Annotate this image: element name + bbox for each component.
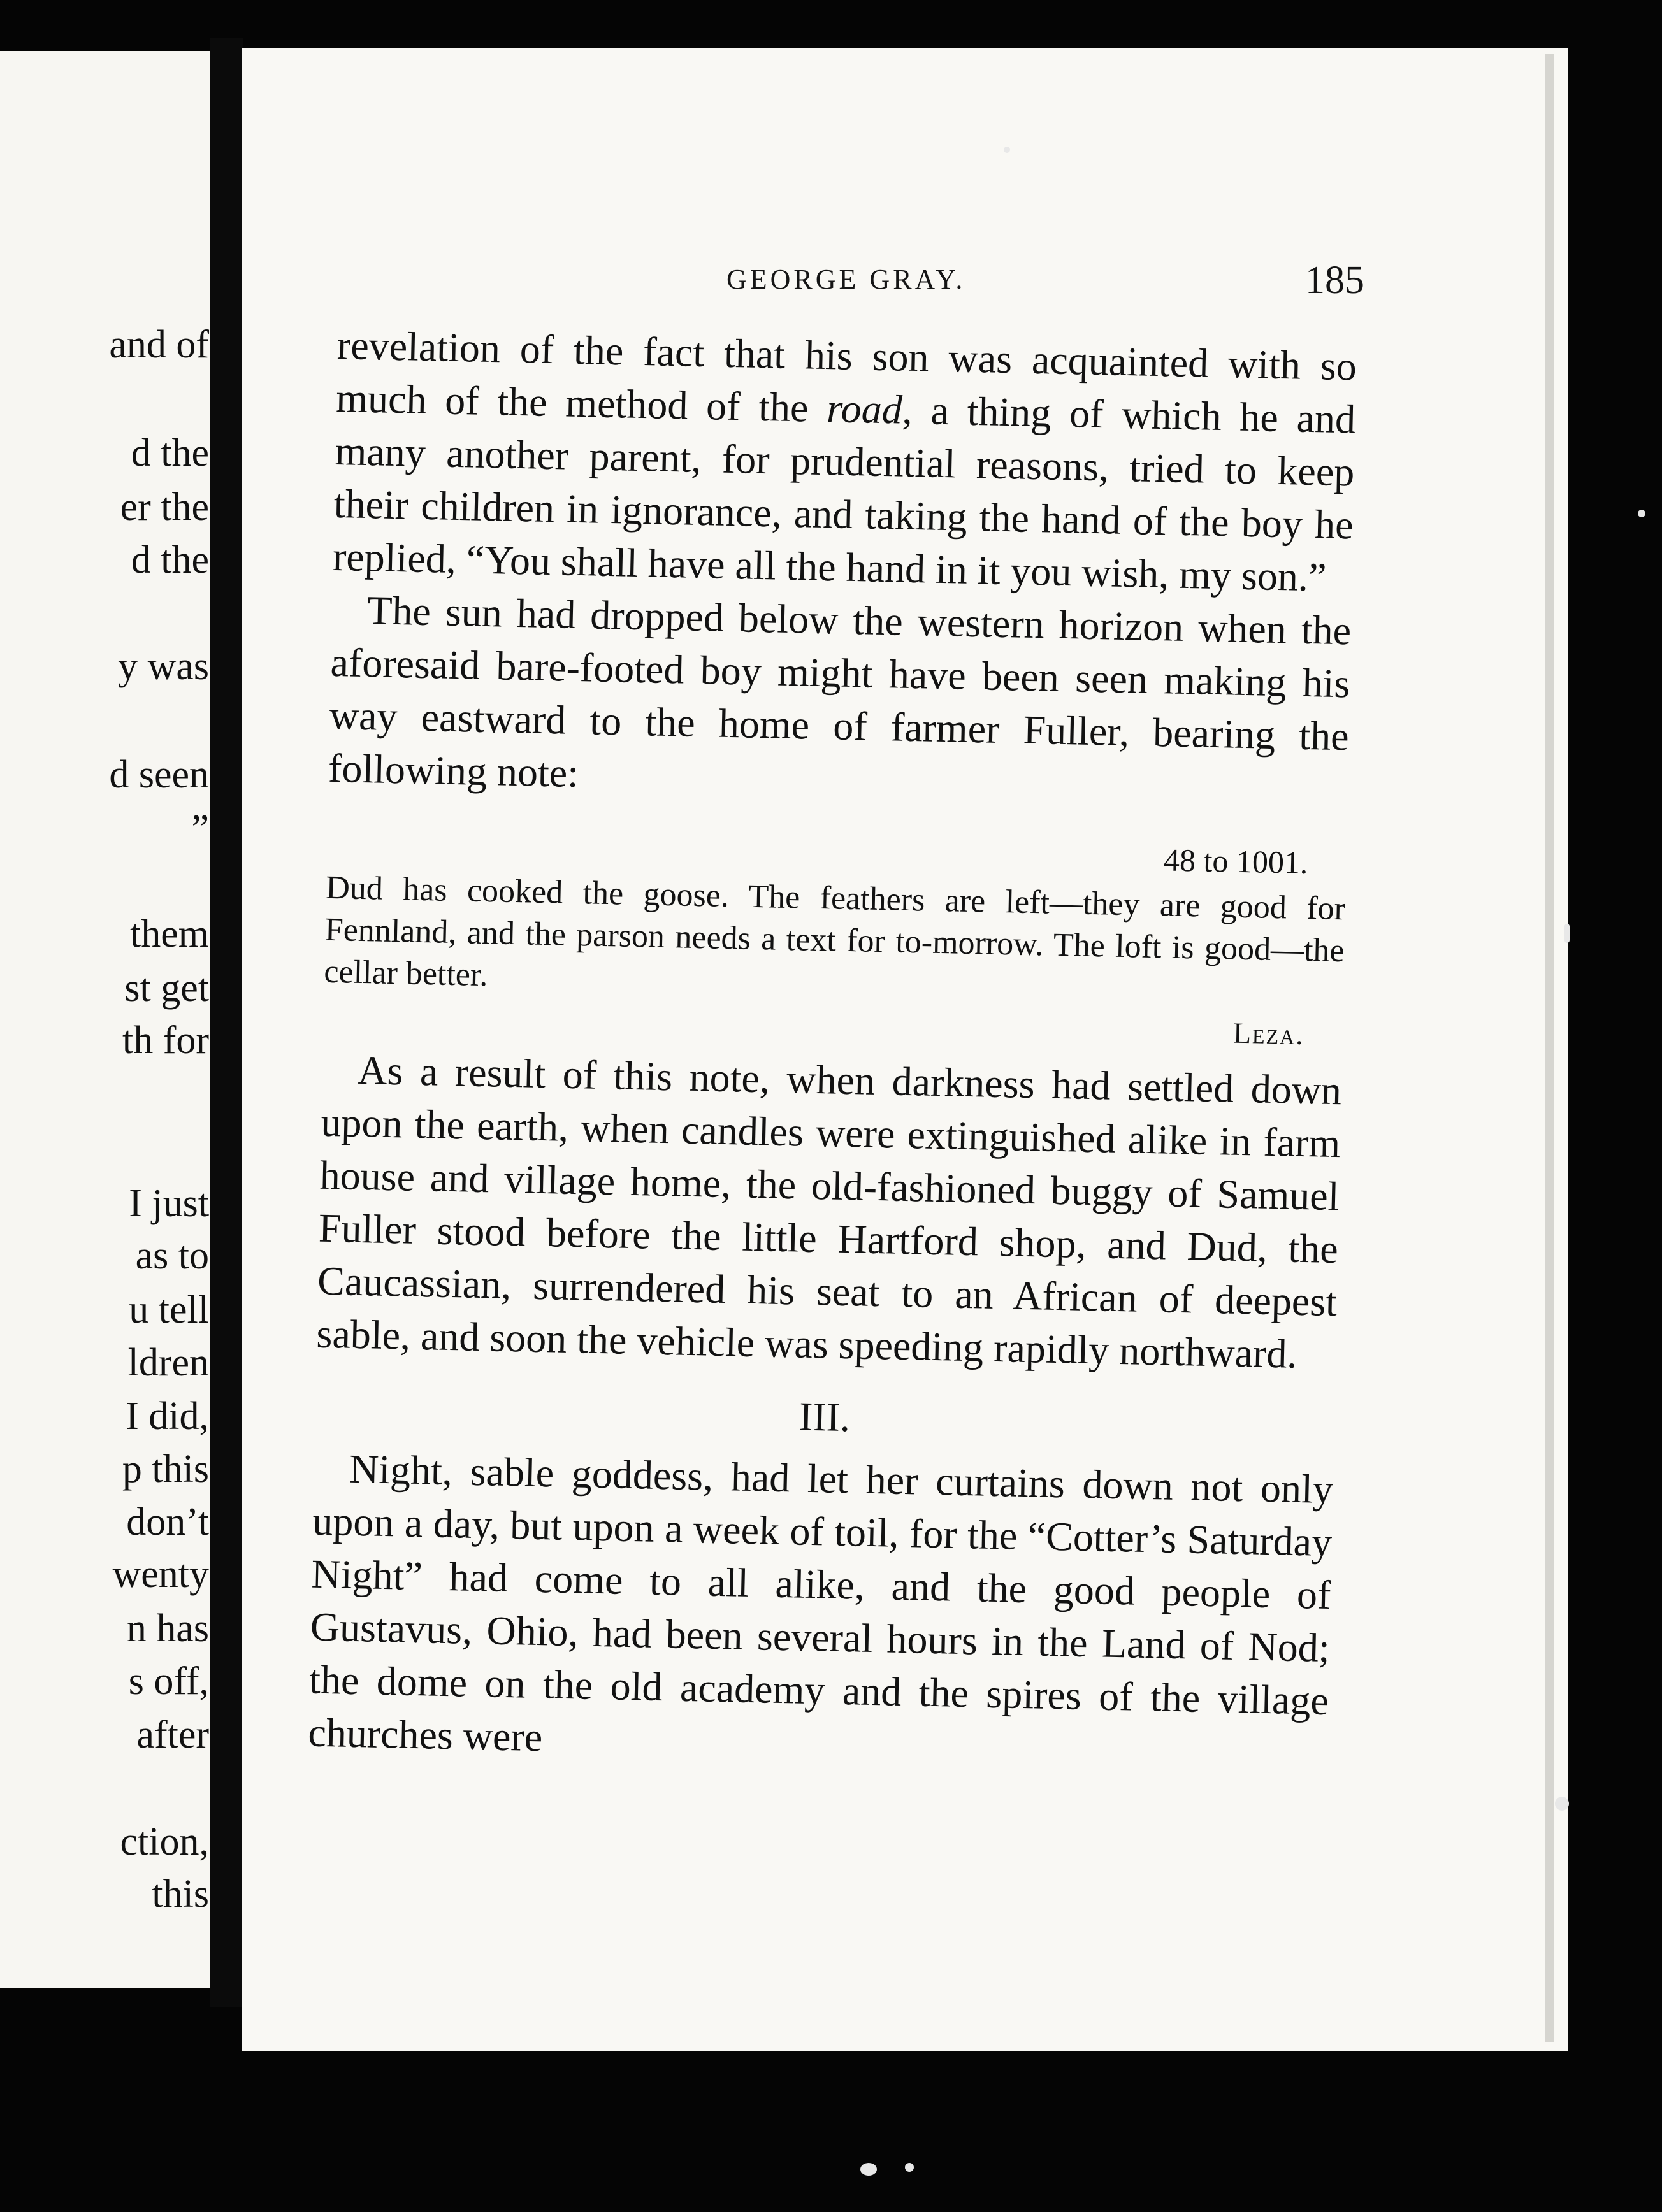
running-head: GEORGE GRAY.	[726, 264, 966, 295]
left-page-fragment: ction,	[120, 1820, 209, 1864]
paragraph: Night, sable goddess, had let her curtains down not only upon a day, but upon a week of toil, for the “Cotter’s Saturday Night” had come to all alike, and the good people of Gustavus, Ohio, had been several hours in the Land of Nod; the dome on the old academy and the spires of the village churches were	[307, 1446, 1334, 1760]
left-page-fragment: I just	[129, 1182, 209, 1225]
left-page-fragment: this	[152, 1872, 209, 1916]
paragraph-text: revelation of the fact that his son was acquainted with so much of the method of the	[335, 322, 1357, 431]
left-page-fragment: them	[130, 912, 209, 956]
left-page-fragment: n has	[126, 1607, 209, 1650]
paragraph	[332, 319, 1357, 604]
left-page-fragment: u tell	[129, 1288, 209, 1332]
left-page-fragment: wenty	[112, 1553, 209, 1596]
dust-speck	[860, 2163, 877, 2176]
page-185	[242, 48, 1568, 2051]
left-page-fragment: ldren	[127, 1341, 209, 1384]
left-page-fragment: p this	[122, 1447, 209, 1491]
paragraph: As a result of this note, when darkness had settled down upon the earth, when candles were extinguished alike in farm house and village home, the old-fashioned buggy of Samuel Fuller stood before the little Hartford shop, and Dud, the Caucassian, surrendered his seat to an African of deepest sable, and soon the vehicle was speeding rapidly northward.	[315, 1047, 1342, 1377]
left-page-fragment: ”	[191, 807, 209, 851]
left-page-fragment: st get	[124, 966, 209, 1010]
note-date: 48 to 1001.	[1163, 842, 1309, 881]
dust-speck	[905, 2163, 914, 2172]
left-page-fragment: I did,	[126, 1395, 209, 1438]
left-facing-page	[0, 51, 217, 1988]
left-page-fragment: th for	[122, 1019, 209, 1062]
left-page-fragment: d the	[131, 538, 209, 582]
dust-speck	[1638, 510, 1645, 517]
dust-speck	[1555, 1797, 1569, 1811]
note-text: Dud has cooked the goose. The feathers are left—they are good for Fennland, and the parson needs a text for to-morrow. The loft is good—the cellar better.	[323, 869, 1346, 994]
page-number: 185	[1305, 259, 1364, 302]
paragraph: The sun had dropped below the western horizon when the aforesaid bare-footed boy might have been seen making his way eastward to the home of farmer Fuller, bearing the following note:	[328, 587, 1352, 796]
page-header	[242, 258, 1364, 309]
quoted-note	[322, 820, 1347, 1056]
dust-speck	[1564, 924, 1570, 943]
left-page-fragment: as to	[135, 1234, 209, 1277]
book-gutter	[210, 38, 243, 2007]
left-page-fragment: y was	[118, 645, 209, 688]
left-page-fragment: d seen	[109, 753, 209, 796]
left-page-fragment: after	[136, 1713, 209, 1756]
body-text	[308, 319, 1357, 1780]
left-page-fragment: s off,	[128, 1660, 209, 1703]
left-page-fragment: er the	[120, 485, 209, 529]
note-signature: Leza.	[1232, 1016, 1305, 1051]
section-heading: III.	[798, 1393, 851, 1440]
page-edge	[1545, 54, 1554, 2042]
italic-word: road	[826, 385, 903, 433]
left-page-fragment: don’t	[126, 1500, 209, 1544]
left-page-fragment: d the	[131, 431, 209, 475]
left-page-fragment: and of	[109, 323, 209, 366]
dust-speck	[1004, 147, 1010, 153]
paragraph-text: , a thing of which he and many another parent, for prudential reasons, tried to keep their children in ignorance, and taking the hand of the boy he replied, “You shall have all the hand in it you wish, my son.”	[332, 387, 1356, 600]
